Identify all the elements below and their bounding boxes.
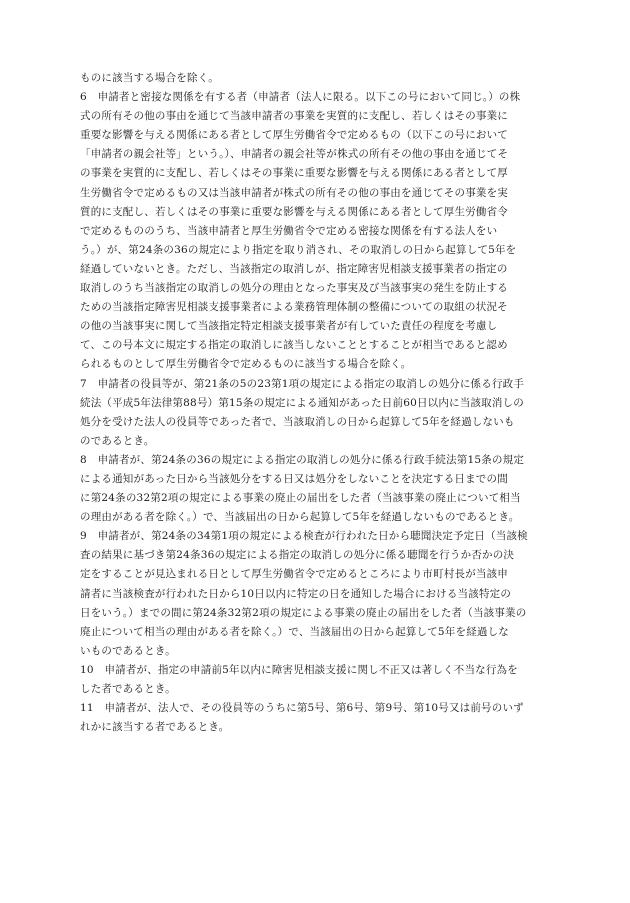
text-line: 請者に当該検査が行われた日から10日以内に特定の日を通知した場合における当該特定の <box>80 587 512 600</box>
text-line: の他の当該事実に関して当該指定特定相談支援事業者が有していた責任の程度を考慮し <box>80 320 498 333</box>
text-line: による通知があった日から当該処分をする日又は処分をしないことを決定する日までの間 <box>80 472 508 485</box>
text-line: 経過していないとき。ただし、当該指定の取消しが、指定障害児相談支援事業者の指定の <box>80 262 508 275</box>
text-line: いものであるとき。 <box>80 644 176 657</box>
text-line: 11 申請者が、法人で、その役員等のうちに第5号、第6号、第9号、第10号又は前号のいず <box>80 702 524 715</box>
text-line: 重要な影響を与える関係にある者として厚生労働省令で定めるもの（以下この号において <box>80 129 508 142</box>
text-line: 日をいう。）までの間に第24条32第2項の規定による事業の廃止の届出をした者（当該事業の <box>80 606 527 619</box>
text-line: 廃止について相当の理由がある者を除く。）で、当該届出の日から起算して5年を経過しな <box>80 625 509 638</box>
text-line: した者であるとき。 <box>80 683 176 695</box>
text-line: 10 申請者が、指定の申請前5年以内に障害児相談支援に関し不正又は著しく不当な行為を <box>80 663 518 676</box>
text-line: 生労働省令で定めるもの又は当該申請者が株式の所有その他の事由を通じてその事業を実 <box>80 186 508 199</box>
text-line: で定めるもののうち、当該申請者と厚生労働省令で定める密接な関係を有する法人をい <box>80 224 498 237</box>
text-line: ものに該当する場合を除く。 <box>80 72 219 84</box>
text-line: 処分を受けた法人の役員等であった者で、当該取消しの日から起算して5年を経過しないも <box>80 415 515 428</box>
text-line: 「申請者の親会社等」という。）、申請者の親会社等が株式の所有その他の事由を通じてそ <box>80 148 509 161</box>
text-line: 質的に支配し、若しくはその事業に重要な影響を与える関係にある者として厚生労働省令 <box>80 205 508 218</box>
text-line: 続法（平成5年法律第88号）第15条の規定による通知があった日前60日以内に当該取消しの <box>80 396 524 409</box>
text-line: の理由がある者を除く。）で、当該届出の日から起算して5年を経過しないものであるとき。 <box>80 511 520 524</box>
text-line: 取消しのうち当該指定の取消しの処分の理由となった事実及び当該事実の発生を防止する <box>80 282 508 295</box>
document-body <box>80 69 555 737</box>
text-line: 9 申請者が、第24条の34第1項の規定による検査が行われた日から聴聞決定予定日（当該検 <box>80 530 528 543</box>
text-line: 査の結果に基づき第24条36の規定による指定の取消しの処分に係る聴聞を行うか否かの決 <box>80 549 515 562</box>
text-line: に第24条の32第2項の規定による事業の廃止の届出をした者（当該事業の廃止について相当 <box>80 492 521 505</box>
text-line: 式の所有その他の事由を通じて当該申請者の事業を実質的に支配し、若しくはその事業に <box>80 110 508 123</box>
text-line: られるものとして厚生労働省令で定めるものに該当する場合を除く。 <box>80 358 412 371</box>
text-line: 6 申請者と密接な関係を有する者（申請者（法人に限る。以下この号において同じ。）の株 <box>80 91 521 104</box>
text-line: う。）が、第24条の36の規定により指定を取り消され、その取消しの日から起算して5年を <box>80 243 517 256</box>
text-line: の事業を実質的に支配し、若しくはその事業に重要な影響を与える関係にある者として厚 <box>80 167 508 180</box>
text-line: ための当該指定障害児相談支援事業者による業務管理体制の整備についての取組の状況そ <box>80 301 508 314</box>
text-line: て、この号本文に規定する指定の取消しに該当しないこととすることが相当であると認め <box>80 339 508 352</box>
text-line: れかに該当する者であるとき。 <box>80 721 230 734</box>
text-line: 8 申請者が、第24条の36の規定による指定の取消しの処分に係る行政手続法第15条の規定 <box>80 453 525 466</box>
text-line: 7 申請者の役員等が、第21条の5の23第1項の規定による指定の取消しの処分に係る行政手 <box>80 377 525 390</box>
text-line: 定をすることが見込まれる日として厚生労働省令で定めるところにより市町村長が当該申 <box>80 568 508 581</box>
text-line: のであるとき。 <box>80 434 155 447</box>
